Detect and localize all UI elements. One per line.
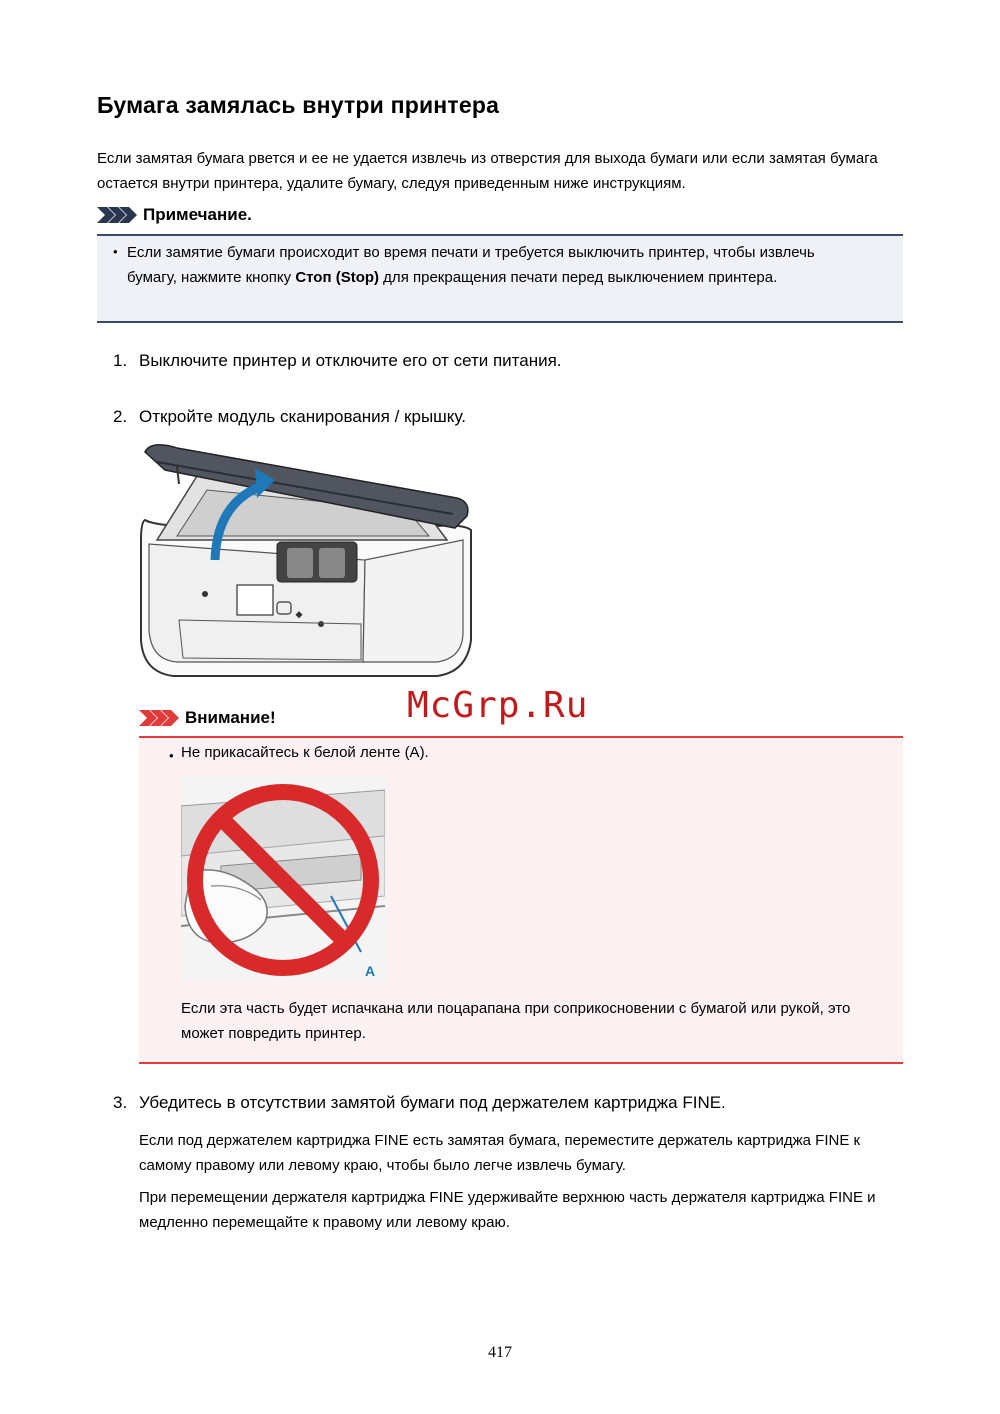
note-heading	[97, 205, 252, 225]
watermark: McGrp.Ru	[407, 685, 589, 726]
note-text	[127, 240, 867, 290]
page-number: 417	[488, 1344, 512, 1361]
warning-chevrons-icon	[139, 710, 179, 726]
warning-heading	[139, 708, 276, 728]
warning-bullet: •	[169, 748, 174, 763]
figure-label-a: A	[365, 963, 376, 979]
step-3	[113, 1093, 726, 1113]
step-3-paragraph: Если под держателем картриджа FINE есть замятая бумага, переместите держатель картриджа FINE к самому правому или левому краю, чтобы было легче извлечь бумагу.	[139, 1132, 861, 1174]
warning-item: Не прикасайтесь к белой ленте (A).	[181, 744, 429, 761]
step-number: 3.	[113, 1093, 128, 1112]
step-number: 2.	[113, 407, 128, 426]
intro-paragraph: Если замятая бумага рвется и ее не удается извлечь из отверстия для выхода бумаги или если замятая бумага остается внутри принтера, удалите бумагу, следуя приведенным ниже инструкциям.	[97, 150, 878, 192]
note-text-before: Если замятие бумаги происходит во время печати и требуется выключить принтер, чтобы извлечь бумагу, нажмите кнопку	[127, 244, 815, 286]
warning-body: Если эта часть будет испачкана или поцарапана при соприкосновении с бумагой или рукой, это может повредить принтер.	[181, 1000, 851, 1042]
warning-heading-label: Внимание!	[185, 708, 276, 727]
stop-button-name: Стоп (Stop)	[295, 269, 380, 286]
printer-open-illustration	[137, 440, 477, 686]
page-title: Бумага замялась внутри принтера	[97, 92, 500, 118]
note-chevrons-icon	[97, 207, 137, 223]
step-text: Откройте модуль сканирования / крышку.	[139, 407, 466, 426]
step-text: Выключите принтер и отключите его от сети питания.	[139, 351, 562, 370]
step-text: Убедитесь в отсутствии замятой бумаги под держателем картриджа FINE.	[139, 1093, 726, 1112]
step-2	[113, 407, 466, 427]
step-number: 1.	[113, 351, 128, 370]
step-1	[113, 351, 562, 371]
do-not-touch-illustration	[181, 776, 385, 982]
note-heading-label: Примечание.	[143, 205, 252, 224]
step-3-paragraph: При перемещении держателя картриджа FINE удерживайте верхнюю часть держателя картриджа FINE и медленно перемещайте к правому или левому краю.	[139, 1189, 876, 1231]
note-text-after: для прекращения печати перед выключением принтера.	[379, 269, 778, 286]
note-bullet: •	[113, 244, 118, 259]
